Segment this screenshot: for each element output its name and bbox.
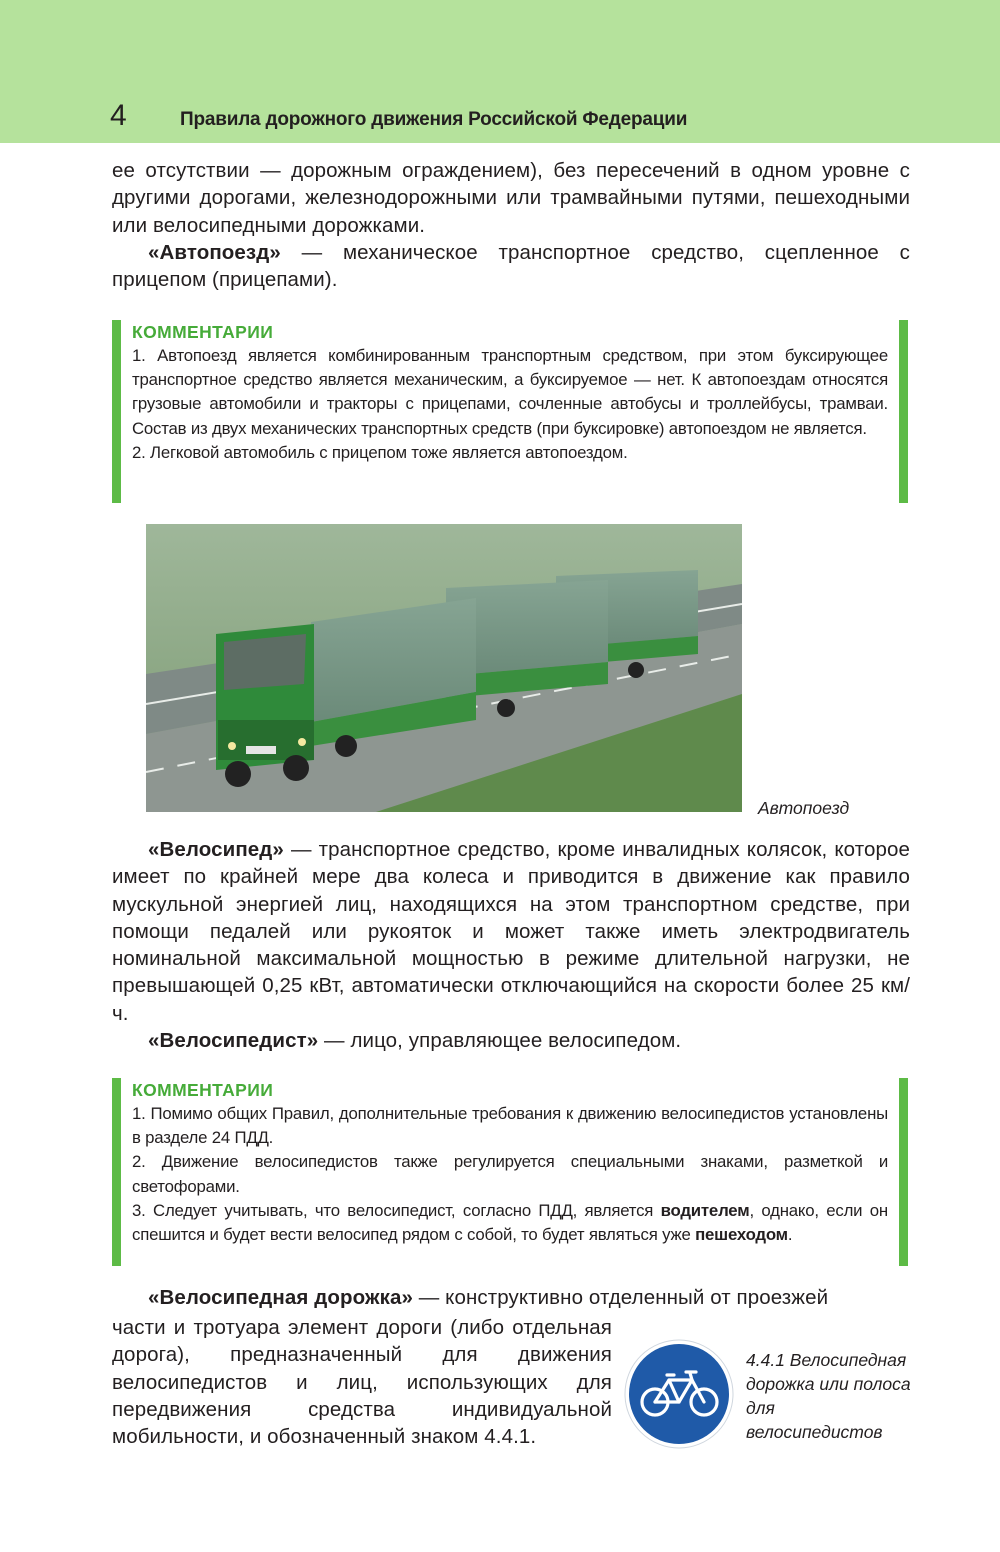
comment-item: 2. Легковой автомобиль с прицепом тоже является автопоездом. [132, 442, 628, 462]
comment-text: . [787, 1225, 793, 1245]
comment-bold-driver: водителем [660, 1200, 750, 1220]
running-title: Правила дорожного движения Российской Федерации [180, 109, 688, 130]
continuation-paragraph: ее отсутствии — дорожным ограждением), без пересечений в одном уровне с другими дорогами, железнодорожными или трамвайными путями, пешеходными или велосипедными дорожками. [112, 159, 910, 237]
bike-path-rest [112, 1314, 612, 1450]
comment-bar-right [899, 320, 908, 503]
comment-item [132, 1199, 888, 1247]
comment-item: 2. Движение велосипедистов также регулируется специальными знаками, разметкой и светофорами. [132, 1152, 888, 1196]
bicycle-sign-icon [624, 1339, 734, 1449]
comment-text: , однако, если он спешится и будет вести велосипед рядом с собой, то будет являться уже [132, 1200, 888, 1245]
autopoezd-term: «Автопоезд» [148, 240, 281, 264]
comment-bar-right [899, 1078, 908, 1266]
bicycle-text-body: — транспортное средство, кроме инвалидных колясок, которое имеет по крайней мере два колеса и приводится в движение как правило мускульной энергией лиц, находящихся на этом транспортном средстве, при помощи педалей или рукояток и может также иметь электродвигатель номинальной максимальной мощностью в режиме длительной нагрузки, не превышающей 0,25 кВт, автоматически отключающийся на скорости более 25 км/ч. [112, 838, 910, 1025]
cyclist-definition [112, 1027, 910, 1054]
comment-text: 3. Следует учитывать, что велосипедист, согласно ПДД, является [132, 1200, 661, 1220]
bike-path-term: «Велосипедная дорожка» [148, 1286, 413, 1309]
autopoezd-definition [112, 239, 910, 294]
comments-box-1 [112, 320, 908, 503]
bicycle-text [112, 836, 910, 1054]
bike-path-text-rest: части и тротуара элемент дороги (либо отдельная дорога), предназначенный для движения велосипедистов и лиц, использующих для передвижения средства индивидуальной мобильности, и обозначенный знаком 4.4.1. [112, 1316, 612, 1449]
page-number: 4 [110, 99, 127, 132]
cyclist-text: — лицо, управляющее велосипедом. [318, 1029, 682, 1053]
comments-heading: КОММЕНТАРИИ [132, 1080, 274, 1100]
photo-caption: Автопоезд [758, 798, 850, 818]
bicycle-definition [112, 836, 910, 1027]
sign-caption: 4.4.1 Велосипедная дорожка или полоса для велосипедистов [746, 1350, 911, 1442]
comment-bold-pedestrian: пешеходом [695, 1225, 788, 1245]
comment-item: 1. Автопоезд является комбинированным транспортным средством, при этом буксирующее транспортное средство является механическим, а буксируемое — нет. К автопоездам относятся грузовые автомобили и тракторы с прицепами, сочленные автобусы и троллейбусы, трамваи. Состав из двух механических транспортных средств (при буксировке) автопоездом не является. [132, 346, 888, 438]
road-train-photo [146, 524, 742, 812]
bicycle-term: «Велосипед» [148, 838, 284, 861]
bike-path-definition [112, 1284, 910, 1311]
comment-bar-left [112, 320, 121, 503]
bike-path-first-line [112, 1284, 910, 1311]
autopoezd-text: — механическое транспортное средство, сцепленное с прицепом (прицепами). [112, 240, 910, 292]
comments-heading: КОММЕНТАРИИ [132, 322, 274, 342]
cyclist-term: «Велосипедист» [148, 1029, 319, 1053]
comments-box-2 [112, 1078, 908, 1266]
comment-bar-left [112, 1078, 121, 1266]
bike-path-text-first: — конструктивно отделенный от проезжей [412, 1286, 829, 1309]
intro-text [112, 157, 910, 293]
road-train-illustration [146, 524, 742, 812]
comment-item: 1. Помимо общих Правил, дополнительные требования к движению велосипедистов установлены в разделе 24 ПДД. [132, 1104, 888, 1148]
